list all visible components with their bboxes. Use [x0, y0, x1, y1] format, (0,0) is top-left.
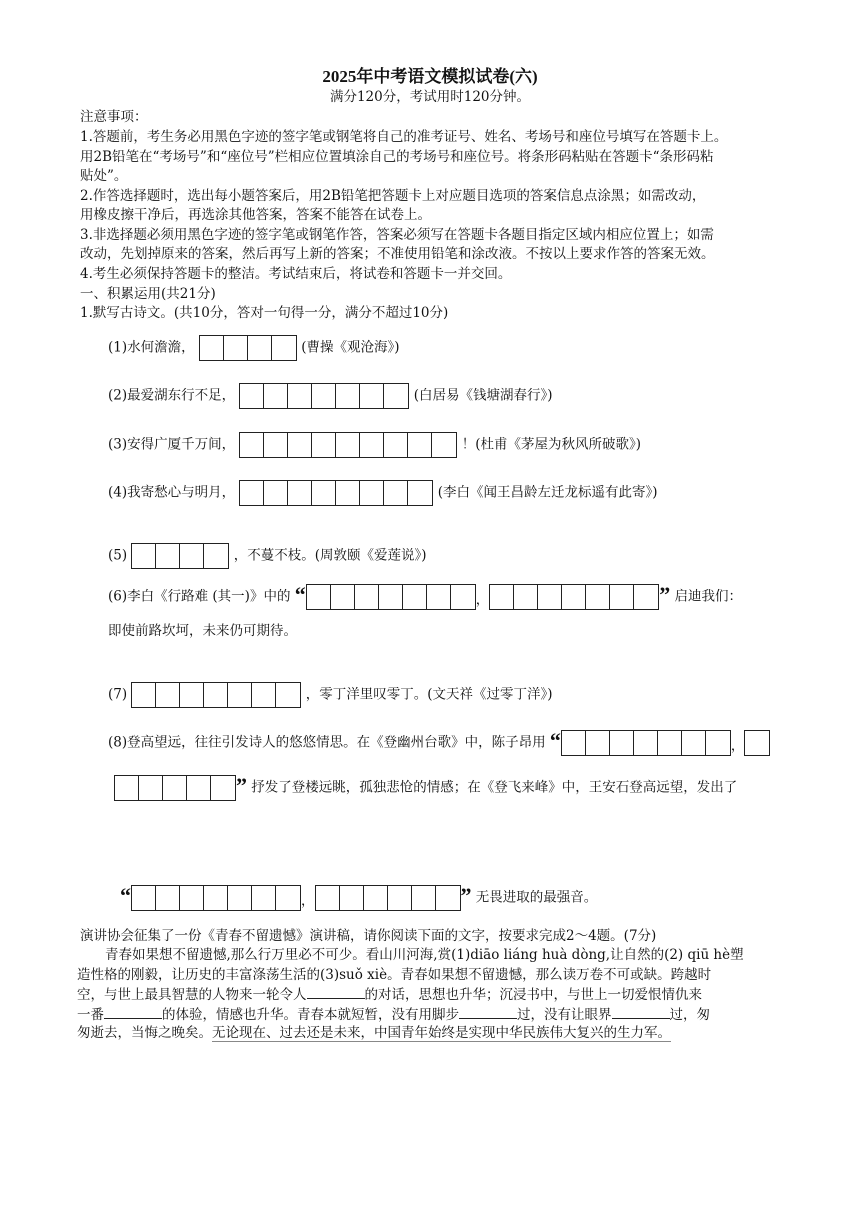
open-quote: “ [120, 883, 131, 908]
speech-line-3 [77, 985, 702, 1005]
note-1-line-2: 用2B铅笔在“考场号”和“座位号”栏相应位置填涂自己的考场号和座位号。将条形码粘贴在答题卡“条形码粘 [80, 149, 714, 165]
speech-line-5-a: 匆逝去，当悔之晚矣。 [77, 1025, 212, 1041]
comma: ， [730, 738, 745, 754]
comma: ， [475, 592, 490, 608]
speech-line-4-a: 一番 [77, 1007, 104, 1023]
speech-line-2: 造性格的刚毅，让历史的丰富涤荡生活的(3)suǒ xiè。青春如果想不留遗憾，那么读万卷不可或缺。跨越时 [77, 967, 712, 983]
poem-3-prompt: (3)安得广厦千万间， [108, 436, 236, 453]
poem-1-prompt: (1)水何澹澹， [108, 339, 195, 356]
note-3-line-1: 3.非选择题必须用黑色字迹的签字笔或钢笔作答，答案必须写在答题卡各题目指定区域内相应位置上；如需 [80, 227, 714, 243]
speech-line-5-b: 无论现在、过去还是未来，中国青年始终是实现中华民族伟大复兴的生力军。 [212, 1025, 671, 1041]
poem-4 [108, 480, 658, 506]
answer-boxes-8c[interactable] [114, 775, 236, 801]
poem-2-source: (白居易《钱塘湖春行》) [413, 387, 553, 404]
answer-boxes-8a[interactable] [561, 730, 731, 756]
fill-blank[interactable] [104, 1005, 162, 1019]
speech-line-4-d: 过，匆 [669, 1007, 710, 1023]
poem-7 [108, 682, 553, 708]
answer-boxes-8e[interactable] [315, 885, 461, 911]
poem-8-end: 无畏进取的最强音。 [475, 889, 598, 906]
answer-boxes-4[interactable] [239, 480, 433, 506]
poem-8-prompt: (8)登高望远，往往引发诗人的悠悠情思。在《登幽州台歌》中，陈子昂用 [108, 734, 546, 751]
poem-3 [108, 432, 641, 458]
fill-blank[interactable] [307, 985, 365, 999]
speech-line-1: 青春如果想不留遗憾,那么行万里必不可少。看山川河海,赏(1)diāo liáng huà dòng,让自然的(2) qiū hè塑 [105, 947, 744, 963]
notes-heading: 注意事项： [80, 109, 148, 125]
poem-4-prompt: (4)我寄愁心与明月， [108, 484, 236, 501]
answer-boxes-3[interactable] [239, 432, 457, 458]
speech-line-4 [77, 1005, 710, 1025]
close-quote: ” [460, 883, 472, 908]
poem-5 [108, 543, 427, 569]
answer-boxes-6b[interactable] [489, 584, 659, 610]
poem-5-prompt: (5) [108, 547, 128, 564]
poem-8-middle: 抒发了登楼远眺，孤独悲怆的情感；在《登飞来峰》中，王安石登高远望，发出了 [251, 779, 738, 796]
answer-boxes-8d[interactable] [131, 885, 301, 911]
poem-4-source: (李白《闻王昌龄左迁龙标遥有此寄》) [437, 484, 658, 501]
note-1-line-3: 贴处”。 [80, 168, 128, 184]
poem-8-line-2 [114, 775, 737, 801]
poem-6-prompt: (6)李白《行路难 (其一)》中的 [108, 588, 291, 605]
speech-line-3-a: 空，与世上最具智慧的人物来一轮令人 [77, 987, 307, 1003]
answer-boxes-5[interactable] [131, 543, 229, 569]
poem-6-suffix: 启迪我们： [674, 588, 743, 605]
speech-line-4-c: 过，没有让眼界 [517, 1007, 612, 1023]
poem-6-line-2: 即使前路坎坷，未来仍可期待。 [108, 623, 297, 639]
poem-8-line-3 [120, 885, 597, 911]
answer-boxes-8b[interactable] [744, 730, 770, 756]
close-quote: ” [236, 773, 247, 798]
poem-7-prompt: (7) [108, 686, 128, 703]
close-quote: ” [659, 582, 671, 607]
exam-subtitle: 满分120分，考试用时120分钟。 [329, 89, 531, 105]
fill-blank[interactable] [459, 1005, 517, 1019]
open-quote: “ [549, 728, 561, 753]
poem-7-source: ，零丁洋里叹零丁。(文天祥《过零丁洋》) [305, 686, 553, 703]
fill-blank[interactable] [612, 1005, 670, 1019]
answer-boxes-6a[interactable] [306, 584, 476, 610]
answer-boxes-2[interactable] [239, 383, 409, 409]
answer-boxes-7[interactable] [131, 682, 301, 708]
note-2-line-2: 用橡皮擦干净后，再选涂其他答案，答案不能答在试卷上。 [80, 207, 431, 223]
note-4: 4.考生必须保持答题卡的整洁。考试结束后，将试卷和答题卡一并交回。 [80, 266, 512, 282]
poem-2-prompt: (2)最爱湖东行不足， [108, 387, 236, 404]
answer-boxes-1[interactable] [199, 335, 297, 361]
poem-1-source: (曹操《观沧海》) [301, 339, 400, 356]
question-1-heading: 1.默写古诗文。(共10分，答对一句得一分，满分不超过10分) [80, 305, 449, 321]
note-2-line-1: 2.作答选择题时，选出每小题答案后，用2B铅笔把答题卡上对应题目选项的答案信息点涂黑；如需改动， [80, 188, 706, 204]
comma: ， [301, 893, 315, 909]
poem-2 [108, 383, 553, 409]
poem-3-source: ！(杜甫《茅屋为秋风所破歌》) [461, 436, 642, 453]
poem-1 [108, 335, 400, 361]
section-heading: 一、积累运用(共21分) [80, 286, 216, 302]
open-quote: “ [294, 582, 306, 607]
speech-line-3-b: 的对话，思想也升华；沉浸书中，与世上一切爱恨情仇来 [364, 987, 702, 1003]
speech-line-4-b: 的体验，情感也升华。青春本就短暂，没有用脚步 [162, 1007, 459, 1023]
exam-title: 2025年中考语文模拟试卷(六) [322, 67, 538, 86]
poem-8 [108, 730, 770, 756]
speech-intro: 演讲协会征集了一份《青春不留遗憾》演讲稿，请你阅读下面的文字，按要求完成2～4题。(7分) [80, 928, 657, 944]
note-3-line-2: 改动，先划掉原来的答案，然后再写上新的答案；不准使用铅笔和涂改液。不按以上要求作答的答案无效。 [80, 246, 715, 262]
speech-line-5 [77, 1024, 671, 1043]
poem-5-source: ，不蔓不枝。(周敦颐《爱莲说》) [233, 547, 427, 564]
note-1-line-1: 1.答题前，考生务必用黑色字迹的签字笔或钢笔将自己的准考证号、姓名、考场号和座位号填写在答题卡上。 [80, 129, 728, 145]
poem-6 [108, 584, 742, 610]
